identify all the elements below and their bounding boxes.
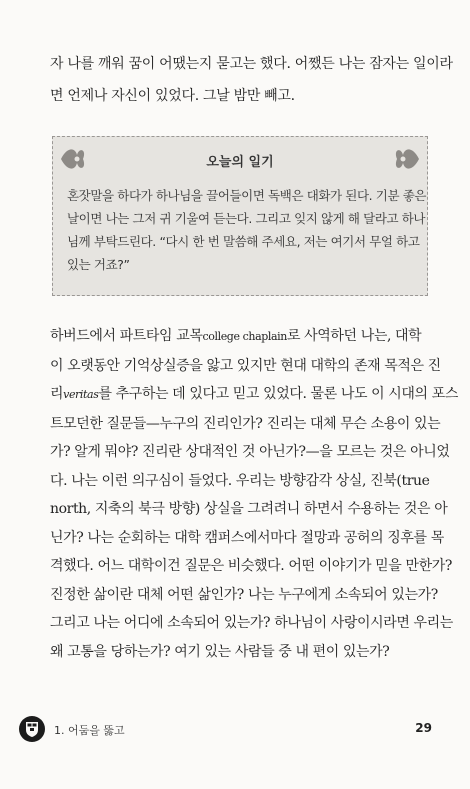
latin-term: veritas — [63, 388, 99, 401]
page-footer — [18, 715, 432, 743]
text-line — [50, 380, 458, 410]
text-run: 를 추구하는 데 있다고 믿고 있었다. 물론 나도 이 시대의 포스 — [98, 386, 458, 402]
diary-body — [67, 184, 427, 276]
text-line: 자 나를 깨워 꿈이 어땠는지 묻고는 했다. 어쨌든 나는 잠자는 일이라 — [50, 56, 453, 72]
text-line — [50, 322, 430, 352]
english-term: college chaplain — [202, 330, 287, 343]
text-line: 닌가? 나는 순회하는 대학 캠퍼스에서마다 절망과 공허의 징후를 목 — [50, 529, 444, 546]
text-line: 격했다. 어느 대학이건 질문은 비슷했다. 어떤 이야기가 믿을 만한가? — [50, 558, 452, 574]
text-line: 님께 부탁드린다. “다시 한 번 말씀해 주세요, 저는 여기서 무얼 하고 — [67, 234, 420, 249]
text-line: 가? 알게 뭐야? 진리란 상대적인 것 아닌가?—을 모르는 것은 아니었 — [50, 444, 450, 460]
text-line: 트모던한 질문들—누구의 진리인가? 진리는 대체 무슨 소용이 있는 — [50, 415, 441, 432]
text-line: north, 지축의 북극 방향) 상실을 그려려니 하면서 수용하는 것은 아 — [50, 501, 448, 517]
text-line: 그리고 나는 어디에 소속되어 있는가? 하나님이 사랑이시라면 우리는 — [50, 615, 453, 631]
text-line: 있는 거죠?” — [67, 257, 130, 272]
text-line: 혼잣말을 하다가 하나님을 끌어들이면 독백은 대화가 된다. 기분 좋은 — [67, 188, 427, 203]
text-line: 이 오랫동안 기억상실증을 앓고 있지만 현대 대학의 존재 목적은 진 — [50, 357, 441, 374]
diary-box — [52, 136, 428, 296]
page-number: 29 — [415, 721, 432, 735]
text-line: 면 언제나 자신이 있었다. 그날 밤만 빼고. — [50, 88, 295, 104]
text-line: 진정한 삶이란 대체 어떤 삶인가? 나는 누구에게 소속되어 있는가? — [50, 586, 438, 603]
text-run: 로 사역하던 나는, 대학 — [286, 328, 422, 344]
text-line: 다. 나는 이런 의구심이 들었다. 우리는 방향감각 상실, 진북(true — [50, 472, 430, 489]
top-paragraph — [50, 48, 453, 112]
text-run: 하버드에서 파트타임 교목 — [50, 328, 203, 344]
harvard-shield-emblem-icon — [18, 715, 46, 743]
text-line: 날이면 나는 그저 귀 기울여 듣는다. 그리고 잊지 않게 해 달라고 하나 — [67, 211, 426, 226]
text-run: 리 — [50, 386, 64, 402]
diary-title: 오늘의 일기 — [206, 155, 274, 170]
chapter-title: 1. 어둠을 뚫고 — [54, 724, 125, 737]
main-paragraph — [50, 322, 458, 666]
text-line: 왜 고통을 당하는가? 여기 있는 사람들 중 내 편이 있는가? — [50, 643, 390, 660]
